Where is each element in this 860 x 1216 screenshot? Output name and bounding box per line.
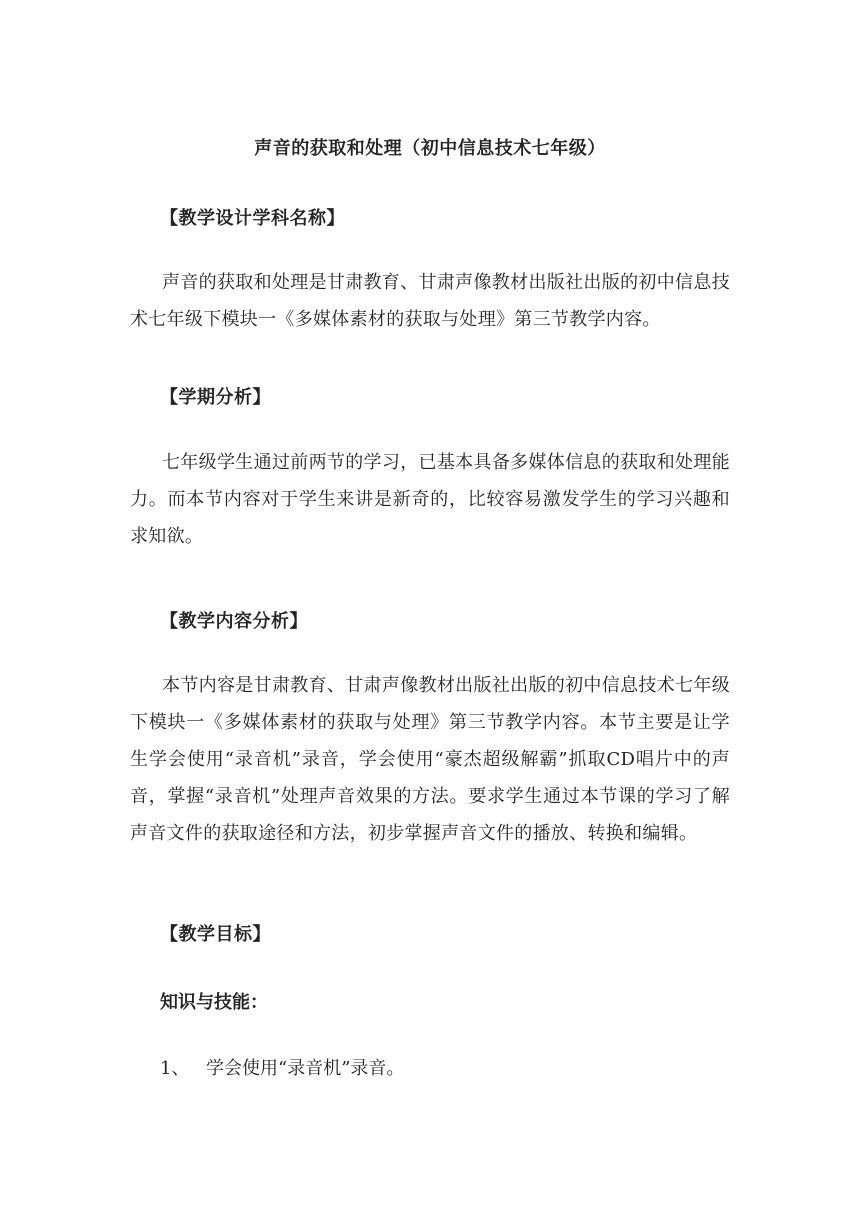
subheading-knowledge-skills: 知识与技能： — [160, 992, 268, 1013]
list-item — [160, 1054, 404, 1080]
section-heading-content-analysis: 【教学内容分析】 — [160, 611, 308, 632]
section-paragraph-subject-name: 声音的获取和处理是甘肃教育、甘肃声像教材出版社出版的初中信息技术七年级下模块一《多媒体素材的获取与处理》第三节教学内容。 — [130, 272, 730, 330]
section-heading-teaching-goals: 【教学目标】 — [160, 924, 271, 945]
section-heading-subject-name: 【教学设计学科名称】 — [160, 208, 345, 229]
section-paragraph-content-analysis: 本节内容是甘肃教育、甘肃声像教材出版社出版的初中信息技术七年级下模块一《多媒体素材的获取与处理》第三节教学内容。本节主要是让学生学会使用“录音机”录音，学会使用“豪杰超级解霸”抓取CD唱片中的声音，掌握“录音机”处理声音效果的方法。要求学生通过本节课的学习了解声音文件的获取途径和方法，初步掌握声音文件的播放、转换和编辑。 — [130, 675, 730, 844]
list-item-text: 学会使用“录音机”录音。 — [206, 1058, 405, 1079]
document-title: 声音的获取和处理（初中信息技术七年级） — [254, 138, 606, 159]
section-heading-term-analysis: 【学期分析】 — [160, 387, 271, 408]
section-paragraph-term-analysis: 七年级学生通过前两节的学习，已基本具备多媒体信息的获取和处理能力。而本节内容对于学生来讲是新奇的，比较容易激发学生的学习兴趣和求知欲。 — [130, 452, 730, 547]
list-item-number: 1、 — [160, 1058, 190, 1079]
